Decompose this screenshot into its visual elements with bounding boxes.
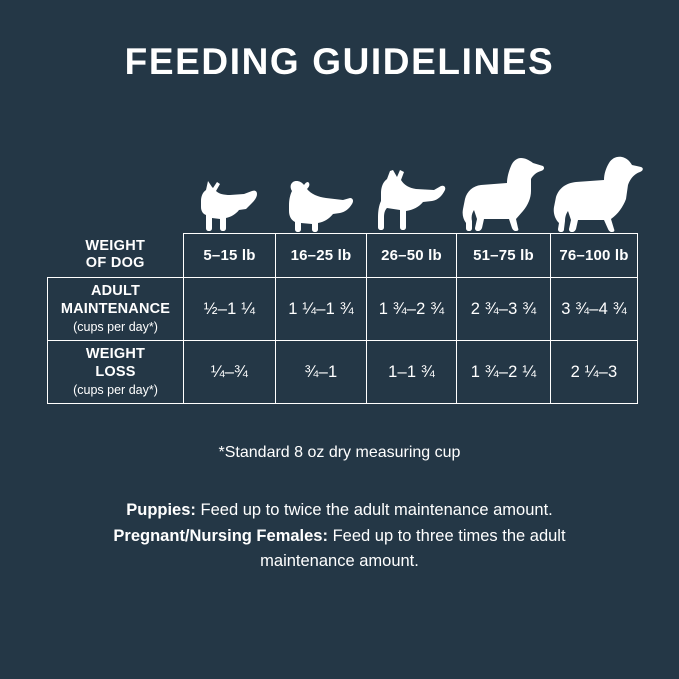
- weight-header-cell: 26–50 lb: [367, 234, 457, 278]
- weight-header-cell: 51–75 lb: [457, 234, 551, 278]
- table-cell-value: 1 ¼–1 ¾: [276, 278, 367, 341]
- footnote: *Standard 8 oz dry measuring cup: [218, 444, 461, 461]
- note-pregnant: [68, 524, 611, 575]
- feeding-table: [47, 233, 637, 404]
- note-puppies-label: Puppies:: [126, 501, 196, 519]
- row-label-sub: (cups per day*): [73, 382, 158, 397]
- note-pregnant-text: Feed up to three times the adult: [332, 526, 566, 545]
- row-label-line2: LOSS: [95, 363, 136, 380]
- dog-silhouette-terrier-icon: [275, 148, 366, 233]
- corner-label-line2: OF DOG: [85, 255, 145, 272]
- note-puppies: [68, 498, 611, 524]
- weight-header-cell: 5–15 lb: [184, 234, 276, 278]
- weight-header-cell: 16–25 lb: [276, 234, 367, 278]
- table-header-row: [48, 234, 638, 278]
- table-row: [48, 341, 638, 404]
- table-cell-value: 3 ¾–4 ¾: [551, 278, 638, 341]
- dog-silhouette-medium-icon: [366, 148, 456, 233]
- row-label-line1: WEIGHT: [85, 346, 146, 363]
- note-pregnant-text-cont: maintenance amount.: [260, 552, 419, 571]
- table-cell-value: 1 ¾–2 ¾: [367, 278, 457, 341]
- corner-label: [48, 238, 184, 273]
- note-pregnant-label: Pregnant/Nursing Females:: [113, 526, 328, 545]
- row-label-weight-loss: [48, 341, 184, 404]
- row-label-sub: (cups per day*): [73, 319, 158, 334]
- row-label-adult-maintenance: [48, 278, 184, 341]
- table-cell-value: 1–1 ¾: [367, 341, 457, 404]
- table-cell-value: 1 ¾–2 ¼: [457, 341, 551, 404]
- corner-label-line1: WEIGHT: [85, 237, 146, 254]
- row-label-line2: MAINTENANCE: [60, 300, 171, 317]
- table-cell-value: ¼–¾: [184, 341, 276, 404]
- dog-row-spacer: [47, 148, 183, 233]
- note-puppies-text: Feed up to twice the adult maintenance amount.: [200, 501, 553, 519]
- dog-silhouettes-row: [47, 148, 637, 233]
- dog-silhouette-large-icon: [456, 148, 550, 233]
- table-cell-value: 2 ¼–3: [551, 341, 638, 404]
- dog-silhouette-xlarge-icon: [550, 148, 646, 233]
- table-cell-value: ¾–1: [276, 341, 367, 404]
- table-cell-value: 2 ¾–3 ¾: [457, 278, 551, 341]
- notes-block: [68, 498, 611, 575]
- row-label-line1: ADULT: [90, 283, 141, 300]
- page-title: FEEDING GUIDELINES: [124, 41, 555, 82]
- table-row: [48, 278, 638, 341]
- table-cell-value: ½–1 ¼: [184, 278, 276, 341]
- table-corner-cell: [48, 234, 184, 278]
- dog-silhouette-small-icon: [183, 148, 275, 233]
- weight-header-cell: 76–100 lb: [551, 234, 638, 278]
